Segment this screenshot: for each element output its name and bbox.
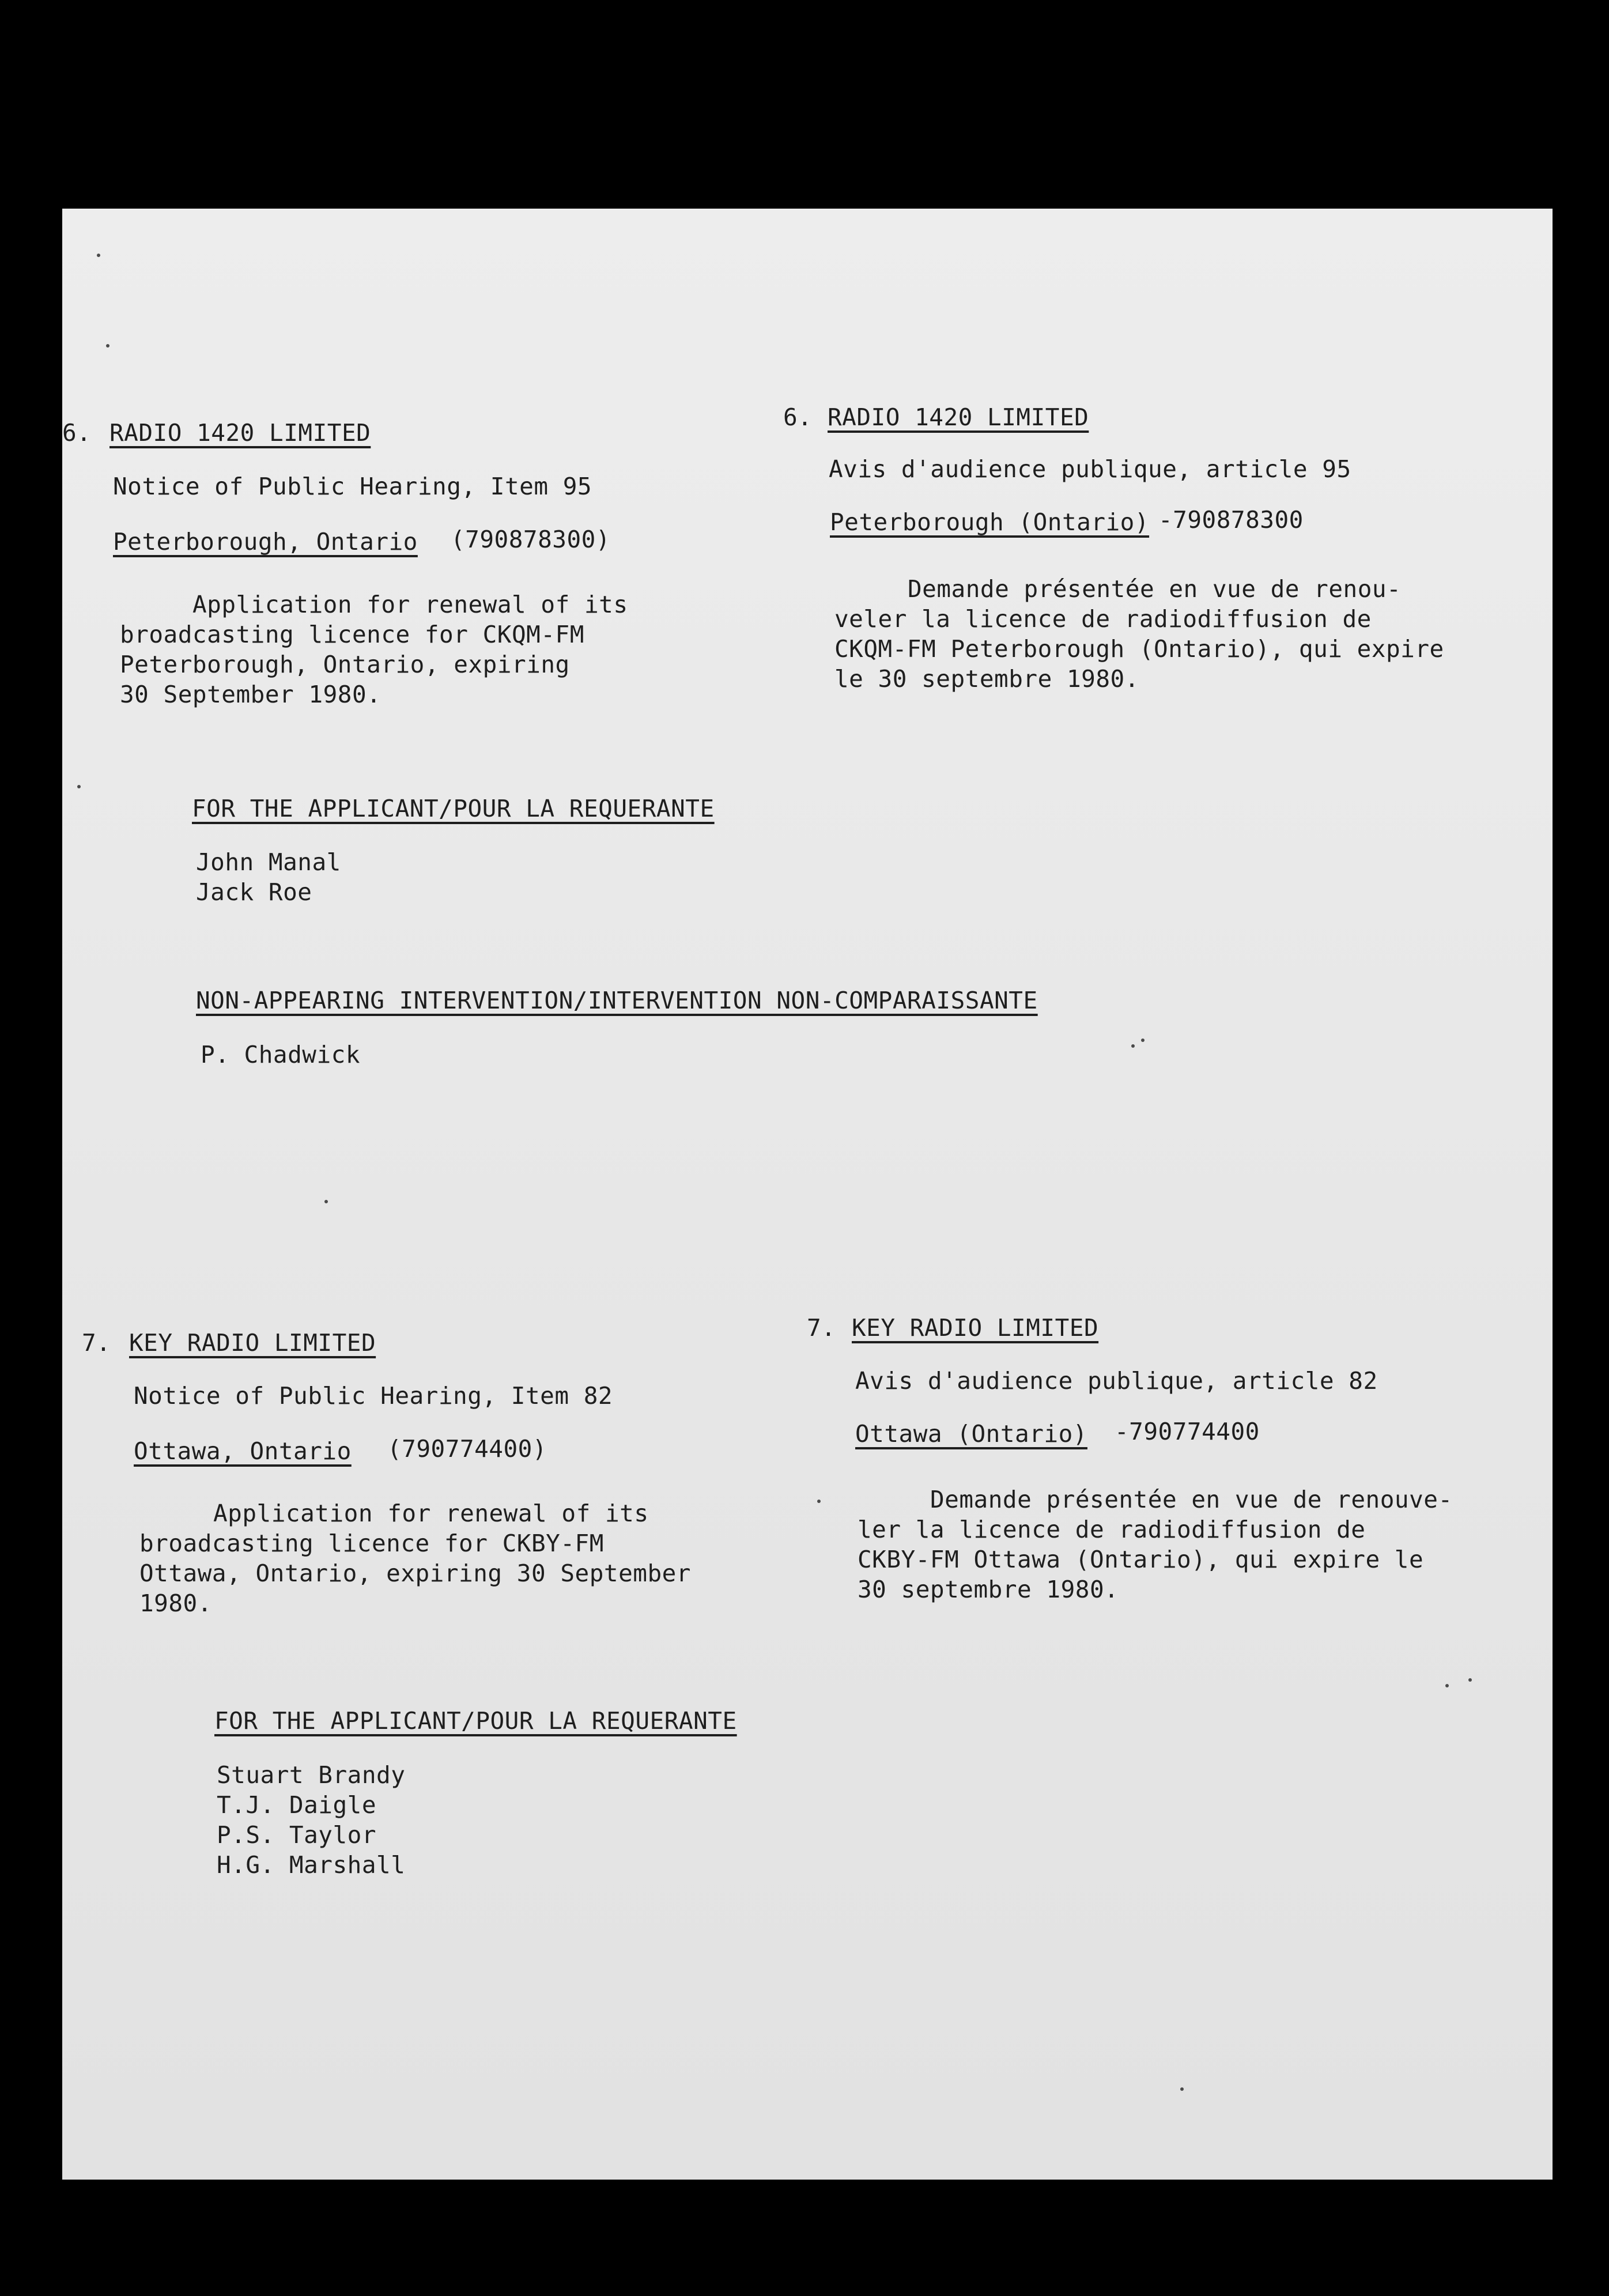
entry-7-notice-en: Notice of Public Hearing, Item 82 (134, 1382, 613, 1410)
entry-7-description-fr: Demande présentée en vue de renouve- ler la licence de radiodiffusion de CKBY-FM Ottawa (Ontario), qui expire le 30 septembre 1980. (858, 1486, 1453, 1603)
entry-7-notice-fr: Avis d'audience publique, article 82 (855, 1367, 1378, 1395)
entry-6-description-en: Application for renewal of its broadcasting licence for CKQM-FM Peterborough, Ontario, expiring 30 September 1980. (120, 591, 628, 708)
entry-7-description-en: Application for renewal of its broadcasting licence for CKBY-FM Ottawa, Ontario, expiring 30 September 1980. (139, 1500, 691, 1617)
entry-6-number-en: 6. (62, 419, 92, 447)
entry-7-applicant-names: Stuart Brandy T.J. Daigle P.S. Taylor H.G. Marshall (217, 1761, 406, 1879)
scan-speck (1468, 1678, 1472, 1682)
entry-6-applicant-names: John Manal Jack Roe (196, 848, 341, 906)
scan-speck (324, 1200, 328, 1203)
scan-speck (77, 785, 81, 788)
entry-7-location-en: Ottawa, Ontario (134, 1437, 352, 1465)
entry-6-name-en: RADIO 1420 LIMITED (109, 419, 371, 447)
entry-7-name-fr: KEY RADIO LIMITED (852, 1314, 1099, 1342)
entry-6-intervener-names: P. Chadwick (201, 1041, 361, 1068)
entry-6-name-fr: RADIO 1420 LIMITED (828, 403, 1089, 431)
scan-speck (1445, 1684, 1449, 1687)
entry-6-file-number-en: (790878300) (451, 526, 611, 553)
entry-6-intervention-heading: NON-APPEARING INTERVENTION/INTERVENTION NON-COMPARAISSANTE (196, 987, 1038, 1014)
entry-7-name-en: KEY RADIO LIMITED (129, 1329, 376, 1357)
entry-7-file-number-en: (790774400) (387, 1435, 547, 1463)
entry-6-number-fr: 6. (783, 403, 813, 431)
entry-6-notice-en: Notice of Public Hearing, Item 95 (113, 473, 592, 500)
scan-speck (1141, 1039, 1145, 1042)
entry-7-location-fr: Ottawa (Ontario) (855, 1420, 1087, 1448)
document-page (62, 209, 1553, 2180)
scan-speck (1180, 2087, 1184, 2091)
entry-7-number-en: 7. (82, 1329, 111, 1357)
scan-speck (106, 344, 109, 348)
entry-7-number-fr: 7. (807, 1314, 836, 1342)
entry-7-applicant-heading: FOR THE APPLICANT/POUR LA REQUERANTE (214, 1707, 737, 1735)
entry-6-location-fr: Peterborough (Ontario) (830, 508, 1150, 536)
scan-speck (1131, 1044, 1135, 1048)
entry-6-location-en: Peterborough, Ontario (113, 528, 418, 556)
entry-6-notice-fr: Avis d'audience publique, article 95 (829, 455, 1351, 483)
entry-6-applicant-heading: FOR THE APPLICANT/POUR LA REQUERANTE (192, 795, 715, 822)
entry-6-file-number-fr: -790878300 (1158, 506, 1304, 534)
scan-speck (97, 254, 100, 257)
entry-6-description-fr: Demande présentée en vue de renou- veler la licence de radiodiffusion de CKQM-FM Peterborough (Ontario), qui expire le 30 septembre 1980. (834, 575, 1444, 693)
scan-speck (817, 1500, 821, 1503)
entry-7-file-number-fr: -790774400 (1115, 1418, 1260, 1445)
